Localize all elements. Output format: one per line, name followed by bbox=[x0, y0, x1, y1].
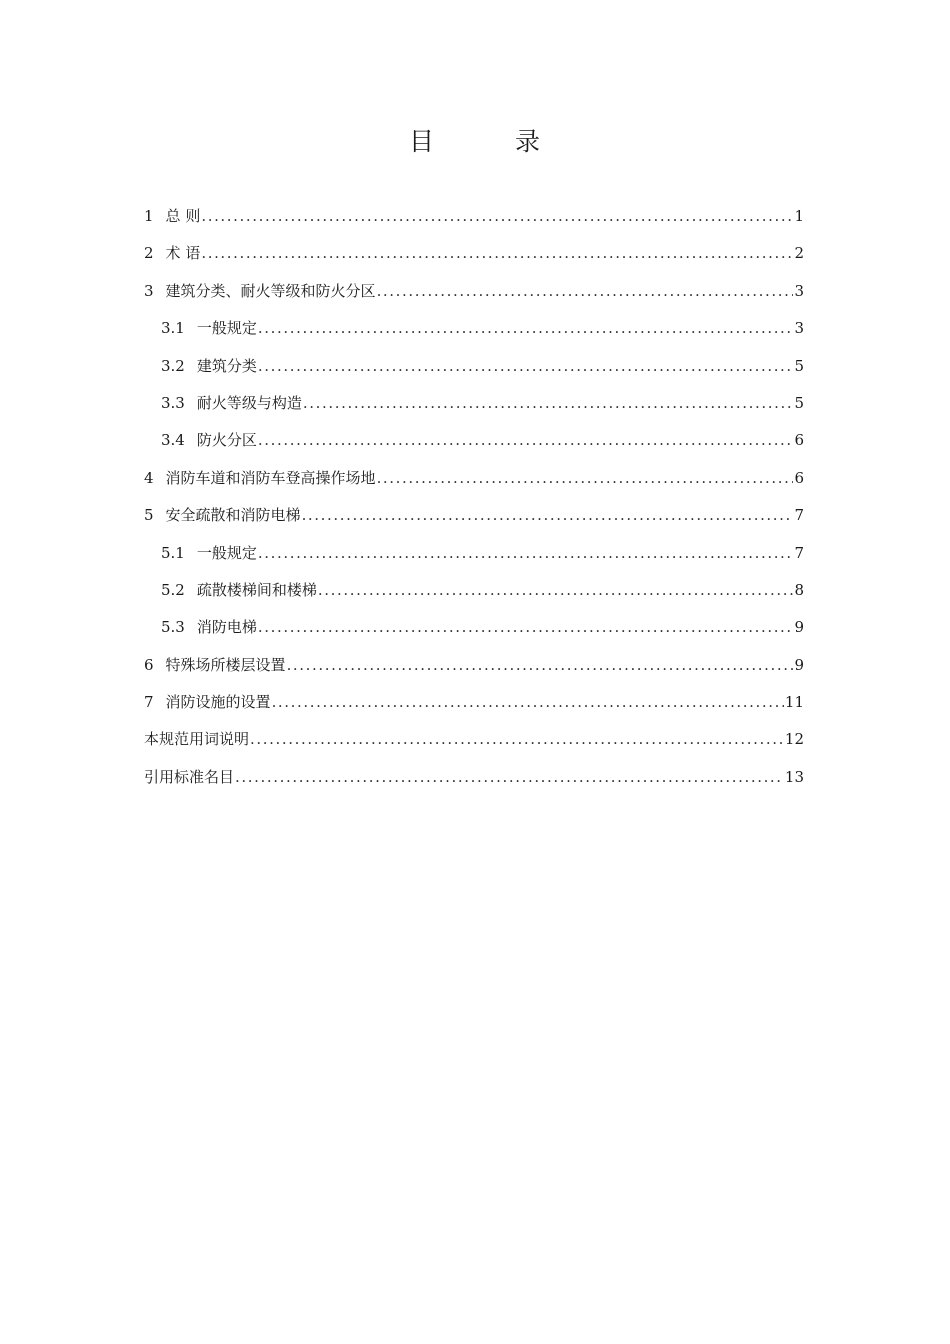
toc-entry-text: 引用标准名目 bbox=[144, 767, 235, 786]
toc-entry-label bbox=[144, 242, 200, 263]
toc-entry[interactable] bbox=[144, 616, 804, 653]
toc-leader-dots bbox=[258, 618, 793, 636]
toc-entry-label bbox=[144, 654, 286, 675]
toc-entry-text: 消防车道和消防车登高操作场地 bbox=[165, 468, 376, 487]
toc-leader-dots bbox=[258, 319, 793, 337]
toc-entry-label bbox=[161, 392, 302, 413]
toc-entry[interactable] bbox=[144, 280, 804, 317]
toc-entry-text: 术 语 bbox=[165, 244, 201, 263]
toc-entry-text: 耐火等级与构造 bbox=[196, 393, 302, 412]
toc-entry-number: 7 bbox=[144, 693, 154, 712]
toc-entry-label bbox=[161, 317, 257, 338]
toc-entry-label bbox=[161, 429, 257, 450]
toc-entry-number: 3.1 bbox=[161, 319, 185, 338]
toc-entry-label bbox=[144, 504, 301, 525]
toc-entry-label bbox=[144, 280, 376, 301]
toc-entry-text: 建筑分类、耐火等级和防火分区 bbox=[165, 281, 376, 300]
toc-entry[interactable] bbox=[144, 579, 804, 616]
toc-entry-number: 5.2 bbox=[161, 580, 185, 599]
toc-leader-dots bbox=[258, 431, 793, 449]
toc-entry-number: 3.2 bbox=[161, 356, 185, 375]
toc-entry[interactable] bbox=[144, 429, 804, 466]
toc-leader-dots bbox=[201, 207, 793, 225]
toc-entry-page-number: 13 bbox=[784, 767, 804, 786]
toc-entry[interactable] bbox=[144, 766, 804, 803]
toc-entry-page-number: 9 bbox=[794, 618, 804, 637]
toc-entry-number: 4 bbox=[144, 468, 154, 487]
toc-leader-dots bbox=[258, 544, 793, 562]
toc-leader-dots bbox=[235, 768, 784, 786]
toc-entry-number: 3.4 bbox=[161, 431, 185, 450]
toc-entry-text: 建筑分类 bbox=[196, 356, 257, 375]
toc-entry-text: 总 则 bbox=[165, 207, 201, 225]
toc-entry-number: 3 bbox=[144, 281, 154, 300]
toc-leader-dots bbox=[272, 693, 784, 711]
page-title bbox=[0, 122, 950, 158]
toc-leader-dots bbox=[303, 394, 793, 412]
toc-entry[interactable] bbox=[144, 728, 804, 765]
toc-entry-label bbox=[144, 728, 249, 749]
toc-entry-label bbox=[161, 355, 257, 376]
toc-leader-dots bbox=[201, 244, 793, 262]
toc-entry[interactable] bbox=[144, 317, 804, 354]
title-char-1: 目 bbox=[408, 127, 435, 156]
toc-entry[interactable] bbox=[144, 355, 804, 392]
toc-entry-label bbox=[144, 691, 271, 712]
toc-entry-page-number: 1 bbox=[794, 207, 804, 225]
toc-entry-number: 1 bbox=[144, 207, 154, 225]
toc-entry-page-number: 7 bbox=[794, 543, 804, 562]
toc-entry-text: 特殊场所楼层设置 bbox=[165, 655, 286, 674]
toc-entry-label bbox=[144, 205, 200, 226]
toc-entry-page-number: 6 bbox=[794, 468, 804, 487]
toc-entry-text: 消防电梯 bbox=[196, 618, 257, 637]
toc-leader-dots bbox=[377, 282, 793, 300]
toc-entry[interactable] bbox=[144, 504, 804, 541]
toc-entry[interactable] bbox=[144, 654, 804, 691]
toc-entry-page-number: 11 bbox=[784, 693, 804, 712]
toc-leader-dots bbox=[250, 730, 784, 748]
toc-leader-dots bbox=[377, 469, 793, 487]
toc-entry-label bbox=[161, 579, 317, 600]
toc-entry[interactable] bbox=[144, 542, 804, 579]
toc-entry-label bbox=[144, 467, 376, 488]
toc-entry-label bbox=[144, 766, 234, 787]
toc-entry-number: 3.3 bbox=[161, 393, 185, 412]
table-of-contents bbox=[144, 205, 804, 803]
toc-entry-number: 5.3 bbox=[161, 618, 185, 637]
toc-entry-text: 一般规定 bbox=[196, 543, 257, 562]
toc-entry[interactable] bbox=[144, 242, 804, 279]
toc-entry-page-number: 7 bbox=[794, 506, 804, 525]
toc-entry-page-number: 9 bbox=[794, 655, 804, 674]
toc-entry[interactable] bbox=[144, 392, 804, 429]
toc-entry-number: 5 bbox=[144, 506, 154, 525]
toc-entry-text: 一般规定 bbox=[196, 319, 257, 338]
toc-entry-page-number: 5 bbox=[794, 356, 804, 375]
toc-leader-dots bbox=[318, 581, 793, 599]
toc-entry-label bbox=[161, 616, 257, 637]
toc-entry-page-number: 2 bbox=[794, 244, 804, 263]
toc-leader-dots bbox=[287, 656, 793, 674]
toc-leader-dots bbox=[302, 506, 793, 524]
toc-entry-text: 消防设施的设置 bbox=[165, 693, 271, 712]
toc-entry-page-number: 5 bbox=[794, 393, 804, 412]
toc-entry-page-number: 12 bbox=[784, 730, 804, 749]
toc-entry-page-number: 6 bbox=[794, 431, 804, 450]
toc-entry-number: 2 bbox=[144, 244, 154, 263]
toc-entry-number: 6 bbox=[144, 655, 154, 674]
toc-entry-text: 本规范用词说明 bbox=[144, 730, 250, 749]
toc-entry-page-number: 3 bbox=[794, 319, 804, 338]
title-char-2: 录 bbox=[515, 127, 542, 156]
toc-entry-label bbox=[161, 542, 257, 563]
toc-entry[interactable] bbox=[144, 691, 804, 728]
toc-entry-text: 疏散楼梯间和楼梯 bbox=[196, 580, 317, 599]
toc-entry-page-number: 8 bbox=[794, 580, 804, 599]
toc-entry[interactable] bbox=[144, 467, 804, 504]
toc-entry-text: 安全疏散和消防电梯 bbox=[165, 506, 301, 525]
toc-entry[interactable] bbox=[144, 205, 804, 242]
toc-leader-dots bbox=[258, 357, 793, 375]
toc-entry-text: 防火分区 bbox=[196, 431, 257, 450]
toc-entry-number: 5.1 bbox=[161, 543, 185, 562]
toc-entry-page-number: 3 bbox=[794, 281, 804, 300]
